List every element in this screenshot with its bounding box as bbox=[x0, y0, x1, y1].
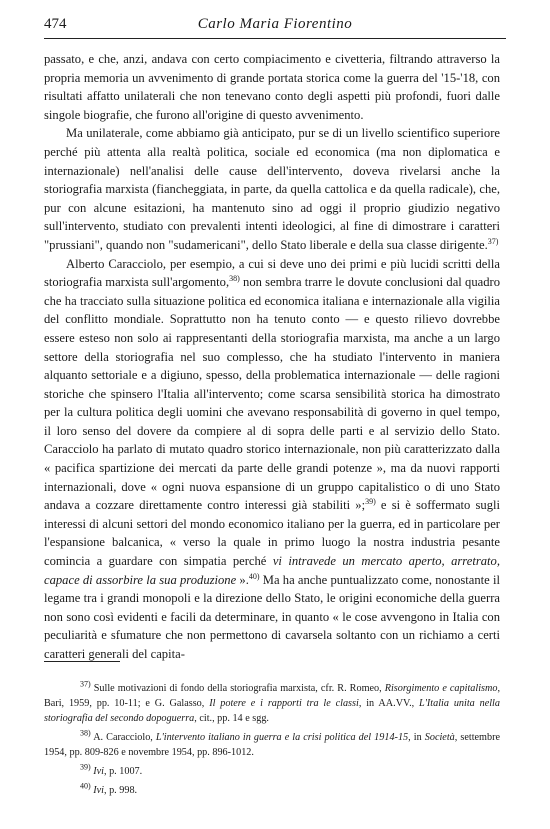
italic-text: Risorgimento e capitalismo bbox=[384, 683, 498, 694]
paragraph bbox=[44, 255, 500, 664]
text-run: passato, e che, anzi, andava con certo compiacimento e civetteria, filtrando attraverso la propria memoria un avvenimento di grande portata storica come la guerra del '15-'18, con risultati affatto unilaterali che non tenevano conto degli aspetti più profondi, fuori dalle singole biografie, che furono all'origine di questo avvenimento. bbox=[44, 52, 500, 122]
italic-text: L'Italia unita nella storiografia del secondo dopoguerra bbox=[44, 698, 500, 724]
text-run: , p. 1007. bbox=[103, 766, 143, 777]
footnote-reference: 37) bbox=[487, 236, 499, 246]
text-run: e si è soffermato sugli interessi di alcuni settori del mondo economico italiano per la guerra, ed in particolare per l'espansione balcanica, « verso la quale in primo luogo la nostra industria pesante comincia a guardare con simpatia perché bbox=[44, 498, 501, 569]
text-run: , in bbox=[408, 732, 425, 743]
footnote-reference: 39) bbox=[365, 497, 376, 507]
footnote bbox=[44, 783, 500, 798]
text-run: , cit., pp. 14 e sgg. bbox=[194, 713, 269, 724]
text-run: A. Caracciolo, bbox=[93, 732, 156, 743]
text-run: Ma ha anche puntualizzato come, nonostante il legame tra i grandi monopoli e la direzione dello Stato, le origini economiche della guerra non sono così evidenti e facili da determinare, in quanto « le cose avvengono in Italia con peculiarità e sfumature che non permettono di cavarsela soltanto con un richiamo a certi caratteri generali del capita- bbox=[44, 572, 500, 661]
footnote-number: 37) bbox=[80, 679, 91, 689]
footnote bbox=[44, 730, 500, 760]
text-run: ». bbox=[236, 572, 249, 587]
text-run: Alberto Caracciolo, per esempio, a cui si deve uno dei primi e più lucidi scritti della storiografia marxista sull'argomento, bbox=[44, 256, 500, 290]
footnote-reference: 40) bbox=[248, 571, 260, 581]
footnote-reference: 38) bbox=[229, 273, 240, 283]
text-run: , Bari, 1959, pp. 10-11; e G. Galasso, bbox=[44, 683, 500, 709]
italic-text: Ivi bbox=[93, 766, 104, 777]
body-text bbox=[44, 50, 500, 664]
text-run: Ma unilaterale, come abbiamo già anticipato, pur se di un livello scientifico superiore perché più attenta alla realtà politica, sociale ed economica (ma non diplomatica e internazionale) nell'analisi delle cause dell'intervento, doveva rivelarsi anche la storiografia marxista (fiancheggiata, in parte, da quella cattolica e da quella radicale), che, pur con alcune esitazioni, ha mantenuto sino ad oggi il proprio giudizio negativo sull'intervento, studiato con prevalenti intenti ideologici, al fine di dimostrare i caratteri "prussiani", quando non "sudamericani", dello Stato liberale e della sua classe dirigente. bbox=[44, 126, 500, 252]
footnote-number: 39) bbox=[80, 762, 91, 772]
footnotes bbox=[44, 681, 500, 802]
text-run: non sembra trarre le dovute conclusioni dal quadro che ha tracciato sulla situazione politica ed economica italiana e internazionale alla vigilia del conflitto mondiale. Soprattutto non ha tenuto conto — e questo rilievo dovrebbe essere esteso non solo ai rappresentanti della storiografia marxista, ma anche a un largo settore della storiografia nel suo complesso, che ha studiato l'intervento in maniera alquanto settoriale e a digiuno, spesso, della problematica internazionale — delle ragioni storiche che spinsero l'Italia all'intervento; come scarsa sensibilità storica ha dimostrato per la cultura politica degli uomini che avevano responsabilità di governo in quel tempo, il loro senso del dovere da compiere al di sopra delle parti e al servizio dello Stato. Caracciolo ha parlato di mutato quadro storico internazionale, non più caratterizzato dalla « pacifica spartizione dei mercati da parte delle grandi potenze », ma da nuovi rapporti internazionali, dove « ogni nuova espansione di un gruppo capitalistico o di uno Stato andava a cozzare direttamente contro interessi già stabiliti »; bbox=[44, 275, 501, 513]
italic-text: L'intervento italiano in guerra e la crisi politica del 1914-15 bbox=[155, 732, 409, 743]
italic-text: Ivi bbox=[93, 785, 104, 796]
running-head: Carlo Maria Fiorentino bbox=[197, 16, 353, 32]
footnote-number: 40) bbox=[80, 781, 91, 791]
italic-text: Il potere e i rapporti tra le classi bbox=[209, 698, 359, 709]
footnote-separator bbox=[44, 661, 120, 662]
italic-text: Società bbox=[424, 732, 455, 743]
footnote-number: 38) bbox=[80, 728, 91, 738]
paragraph bbox=[44, 50, 500, 124]
italic-text: vi intravede un mercato aperto, arretrato, capace di assorbire la sua produzione bbox=[44, 554, 500, 587]
text-run: , in AA.VV., bbox=[358, 698, 420, 709]
footnote bbox=[44, 681, 500, 726]
text-run: , settembre 1954, pp. 809-826 e novembre 1954, pp. 896-1012. bbox=[44, 732, 500, 758]
footnote bbox=[44, 764, 500, 779]
header-rule bbox=[44, 38, 506, 39]
page-header bbox=[44, 10, 506, 40]
text-run: , p. 998. bbox=[103, 785, 138, 796]
paragraph bbox=[44, 124, 500, 254]
text-run: Sulle motivazioni di fondo della storiografia marxista, cfr. R. Romeo, bbox=[93, 683, 385, 694]
page-number: 474 bbox=[44, 16, 67, 32]
